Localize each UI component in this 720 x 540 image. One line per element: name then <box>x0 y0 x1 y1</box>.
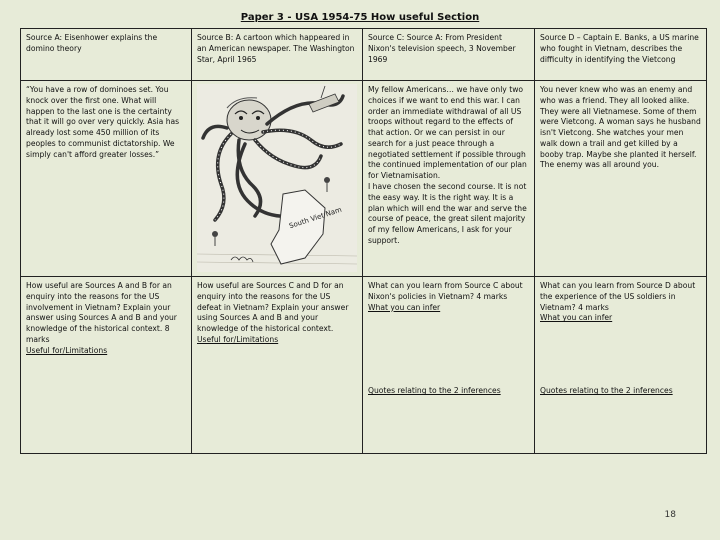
question-4-cell <box>535 277 707 454</box>
sources-row <box>21 81 707 277</box>
source-c-paragraph-2: I have chosen the second course. It is not the easy way. It is the right way. It is a plan which will end the war and serve the course of peace, the great silent majority of my fellow Americans, I ask for your support. <box>368 182 527 245</box>
header-source-a: Source A: Eisenhower explains the domino theory <box>21 29 192 81</box>
question-1-cell <box>21 277 192 454</box>
header-row <box>21 29 707 81</box>
question-3-cell <box>363 277 535 454</box>
questions-row <box>21 277 707 454</box>
source-a-quote: “You have a row of dominoes set. You knock over the first one. What will happen to the last one is the certainty that it will go over very quickly. Asia has already lost some 450 million of its peoples to communist dictatorship. We simply can't afford greater losses.” <box>21 81 192 277</box>
header-source-b: Source B: A cartoon which happeared in an American newspaper. The Washington Star, April 1965 <box>192 29 363 81</box>
question-2-subheading: Useful for/Limitations <box>197 334 279 344</box>
cartoon-map-label: South Viet Nam <box>288 205 343 231</box>
question-3-subheading: What you can infer <box>368 302 441 312</box>
question-1-subheading: Useful for/Limitations <box>26 345 108 355</box>
source-table <box>20 28 707 454</box>
header-source-d: Source D – Captain E. Banks, a US marine who fought in Vietnam, describes the difficulty in identifying the Vietcong <box>535 29 707 81</box>
page-number: 18 <box>664 510 676 520</box>
question-2-text: How useful are Sources C and D for an enquiry into the reasons for the US defeat in Vietnam? Explain your answer using Sources A and B and your knowledge of the historical context. <box>197 281 349 334</box>
octopus-cartoon-image <box>195 84 359 272</box>
question-3-quotes-heading: Quotes relating to the 2 inferences <box>368 386 501 396</box>
question-4-text: What can you learn from Source D about the experience of the US soldiers in Vietnam? 4 marks <box>540 281 696 312</box>
source-d-text: You never knew who was an enemy and who was a friend. They all looked alike. They were all Vietnamese. Some of them were Vietcong. A woman says he husband isn't Vietcong. She watches your men walk down a trail and get killed by a booby trap. Maybe she planted it herself. The enemy was all around you. <box>535 81 707 277</box>
source-c-text <box>363 81 535 277</box>
question-4-quotes-heading: Quotes relating to the 2 inferences <box>540 386 673 396</box>
source-c-paragraph-1: My fellow Americans… we have only two choices if we want to end this war. I can order an immediate withdrawal of all US troops without regard to the effects of that action. Or we can persist in our search for a just peace through a negotiated settlement if possible through the continued implementation of our plan for Vietnamisation. <box>368 85 527 181</box>
question-1-text: How useful are Sources A and B for an enquiry into the reasons for the US involvement in Vietnam? Explain your answer using Sources A and B and your knowledge of the historical context. 8 marks <box>26 281 177 344</box>
question-2-cell <box>192 277 363 454</box>
question-4-subheading: What you can infer <box>540 313 613 323</box>
header-source-c: Source C: Source A: From President Nixon's television speech, 3 November 1969 <box>363 29 535 81</box>
question-3-text: What can you learn from Source C about Nixon's policies in Vietnam? 4 marks <box>368 281 523 301</box>
source-b-cartoon-cell <box>192 81 363 277</box>
page-title: Paper 3 - USA 1954-75 How useful Section <box>240 12 480 23</box>
